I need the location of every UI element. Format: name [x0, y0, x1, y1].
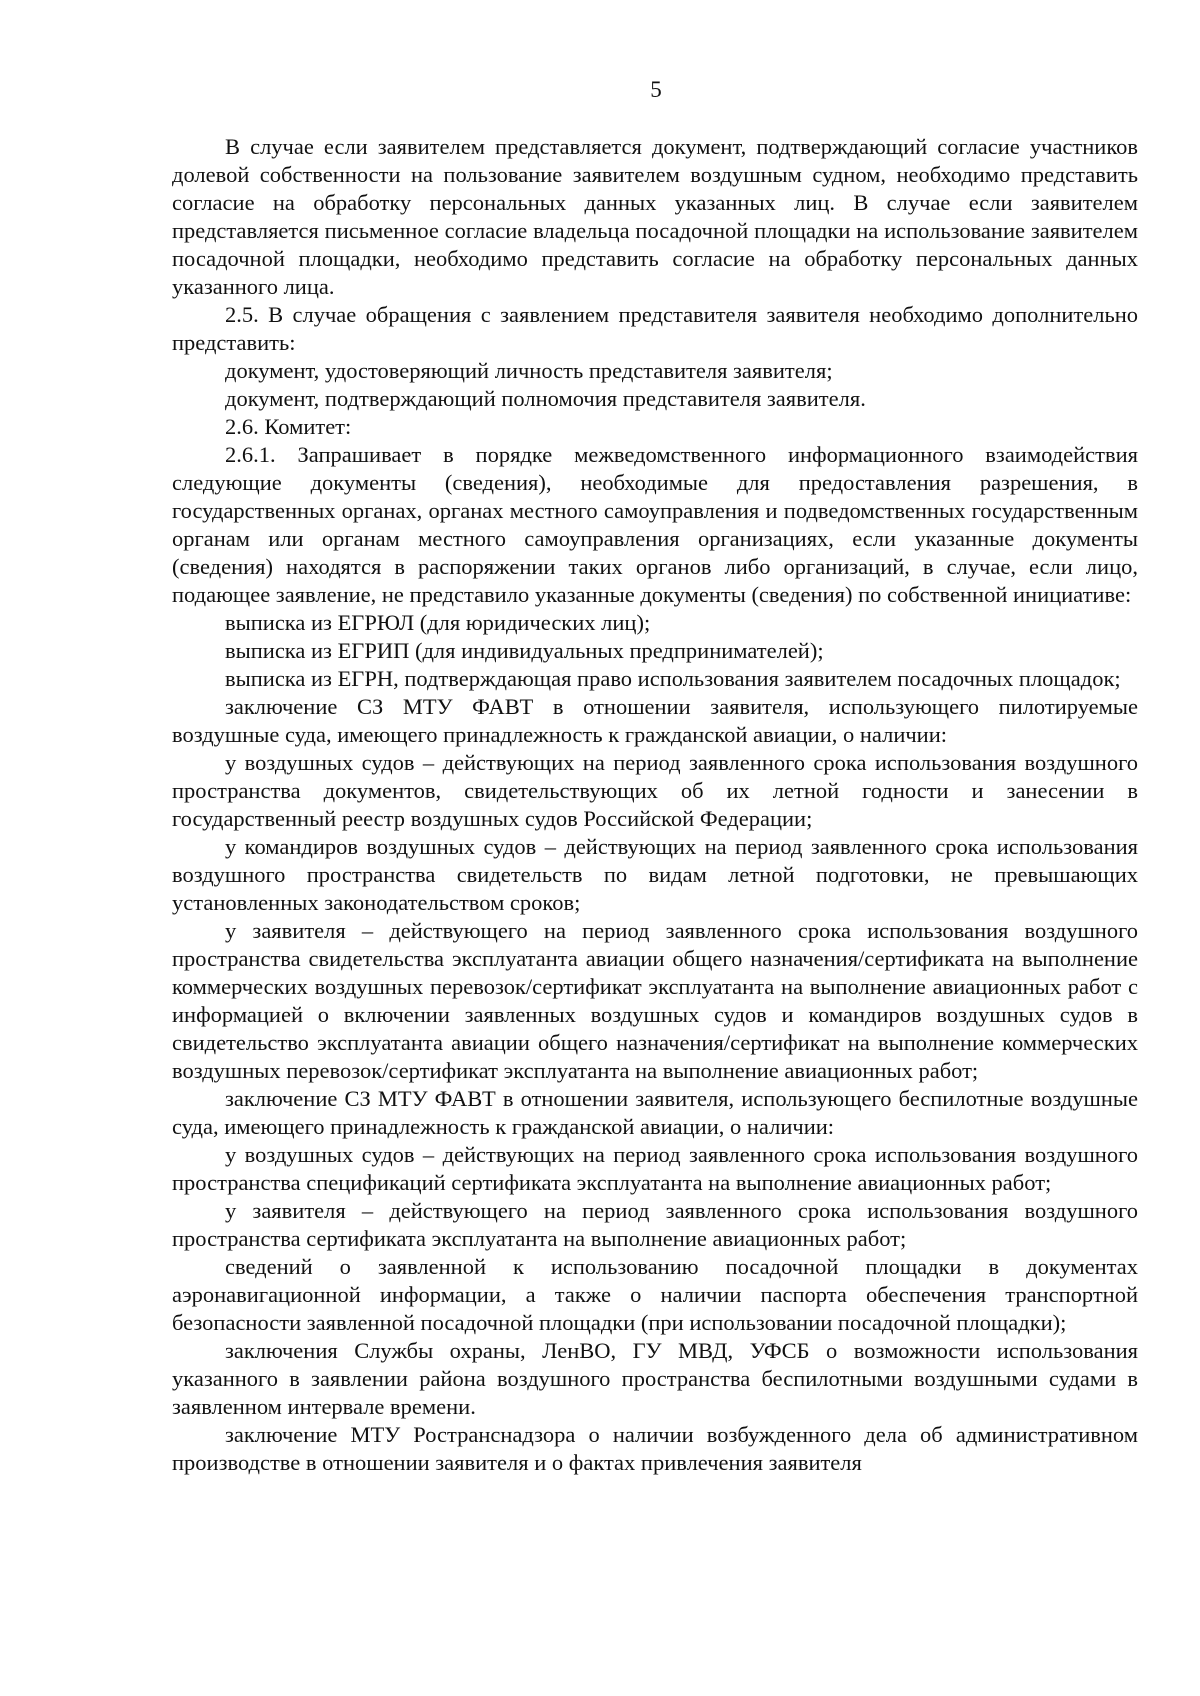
list-item-egrip: выписка из ЕГРИП (для индивидуальных предпринимателей);	[225, 638, 824, 663]
sub-item-operator-certificate: у заявителя – действующего на период заявленного срока использования воздушного пространства свидетельства эксплуатанта авиации общего назначения/сертификата на выполнение коммерческих воздушных перевозок/сертификат эксплуатанта на выполнение авиационных работ с информацией о включении заявленных воздушных судов и командиров воздушных судов в свидетельство эксплуатанта авиации общего назначения/сертификат на выполнение коммерческих воздушных перевозок/сертификат эксплуатанта на выполнение авиационных работ;	[172, 918, 1138, 1083]
sub-item-commanders-certificates: у командиров воздушных судов – действующих на период заявленного срока использования воздушного пространства свидетельств по видам летной подготовки, не превышающих установленных законодательством сроков;	[172, 834, 1138, 915]
list-item-security-services-conclusion: заключения Службы охраны, ЛенВО, ГУ МВД, УФСБ о возможности использования указанного в заявлении района воздушного пространства беспилотными воздушными судами в заявленном интервале времени.	[172, 1338, 1138, 1419]
document-body	[172, 133, 1138, 1477]
list-item-unmanned-aircraft-conclusion: заключение СЗ МТУ ФАВТ в отношении заявителя, использующего беспилотные воздушные суда, имеющего принадлежность к гражданской авиации, о наличии:	[172, 1086, 1138, 1139]
sub-item-aircraft-airworthiness: у воздушных судов – действующих на период заявленного срока использования воздушного пространства документов, свидетельствующих об их летной годности и занесении в государственный реестр воздушных судов Российской Федерации;	[172, 750, 1138, 831]
paragraph-2-6: 2.6. Комитет:	[225, 414, 352, 439]
sub-item-unmanned-operator-certificate: у заявителя – действующего на период заявленного срока использования воздушного пространства сертификата эксплуатанта на выполнение авиационных работ;	[172, 1198, 1138, 1251]
list-item-authority-document: документ, подтверждающий полномочия представителя заявителя.	[225, 386, 866, 411]
list-item-egrn: выписка из ЕГРН, подтверждающая право использования заявителем посадочных площадок;	[225, 666, 1121, 691]
list-item-landing-site-info: сведений о заявленной к использованию посадочной площадки в документах аэронавигационной информации, а также о наличии паспорта обеспечения транспортной безопасности заявленной посадочной площадки (при использовании посадочной площадки);	[172, 1254, 1138, 1335]
sub-item-unmanned-specifications: у воздушных судов – действующих на период заявленного срока использования воздушного пространства спецификаций сертификата эксплуатанта на выполнение авиационных работ;	[172, 1142, 1138, 1195]
paragraph-2-6-1: 2.6.1. Запрашивает в порядке межведомственного информационного взаимодействия следующие документы (сведения), необходимые для предоставления разрешения, в государственных органах, органах местного самоуправления и подведомственных государственным органам или органам местного самоуправления организациях, если указанные документы (сведения) находятся в распоряжении таких органов либо организаций, в случае, если лицо, подающее заявление, не представило указанные документы (сведения) по собственной инициативе:	[172, 442, 1138, 607]
list-item-egrul: выписка из ЕГРЮЛ (для юридических лиц);	[225, 610, 651, 635]
list-item-rostransnadzor-conclusion: заключение МТУ Ространснадзора о наличии возбужденного дела об административном производстве в отношении заявителя и о фактах привлечения заявителя	[172, 1422, 1138, 1475]
list-item-manned-aircraft-conclusion: заключение СЗ МТУ ФАВТ в отношении заявителя, использующего пилотируемые воздушные суда, имеющего принадлежность к гражданской авиации, о наличии:	[172, 694, 1138, 747]
list-item-identity-document: документ, удостоверяющий личность представителя заявителя;	[225, 358, 833, 383]
paragraph-consent: В случае если заявителем представляется документ, подтверждающий согласие участников долевой собственности на пользование заявителем воздушным судном, необходимо представить согласие на обработку персональных данных указанных лиц. В случае если заявителем представляется письменное согласие владельца посадочной площадки на использование заявителем посадочной площадки, необходимо представить согласие на обработку персональных данных указанного лица.	[172, 134, 1138, 299]
paragraph-2-5: 2.5. В случае обращения с заявлением представителя заявителя необходимо дополнительно представить:	[172, 302, 1138, 355]
page-number: 5	[650, 77, 662, 102]
